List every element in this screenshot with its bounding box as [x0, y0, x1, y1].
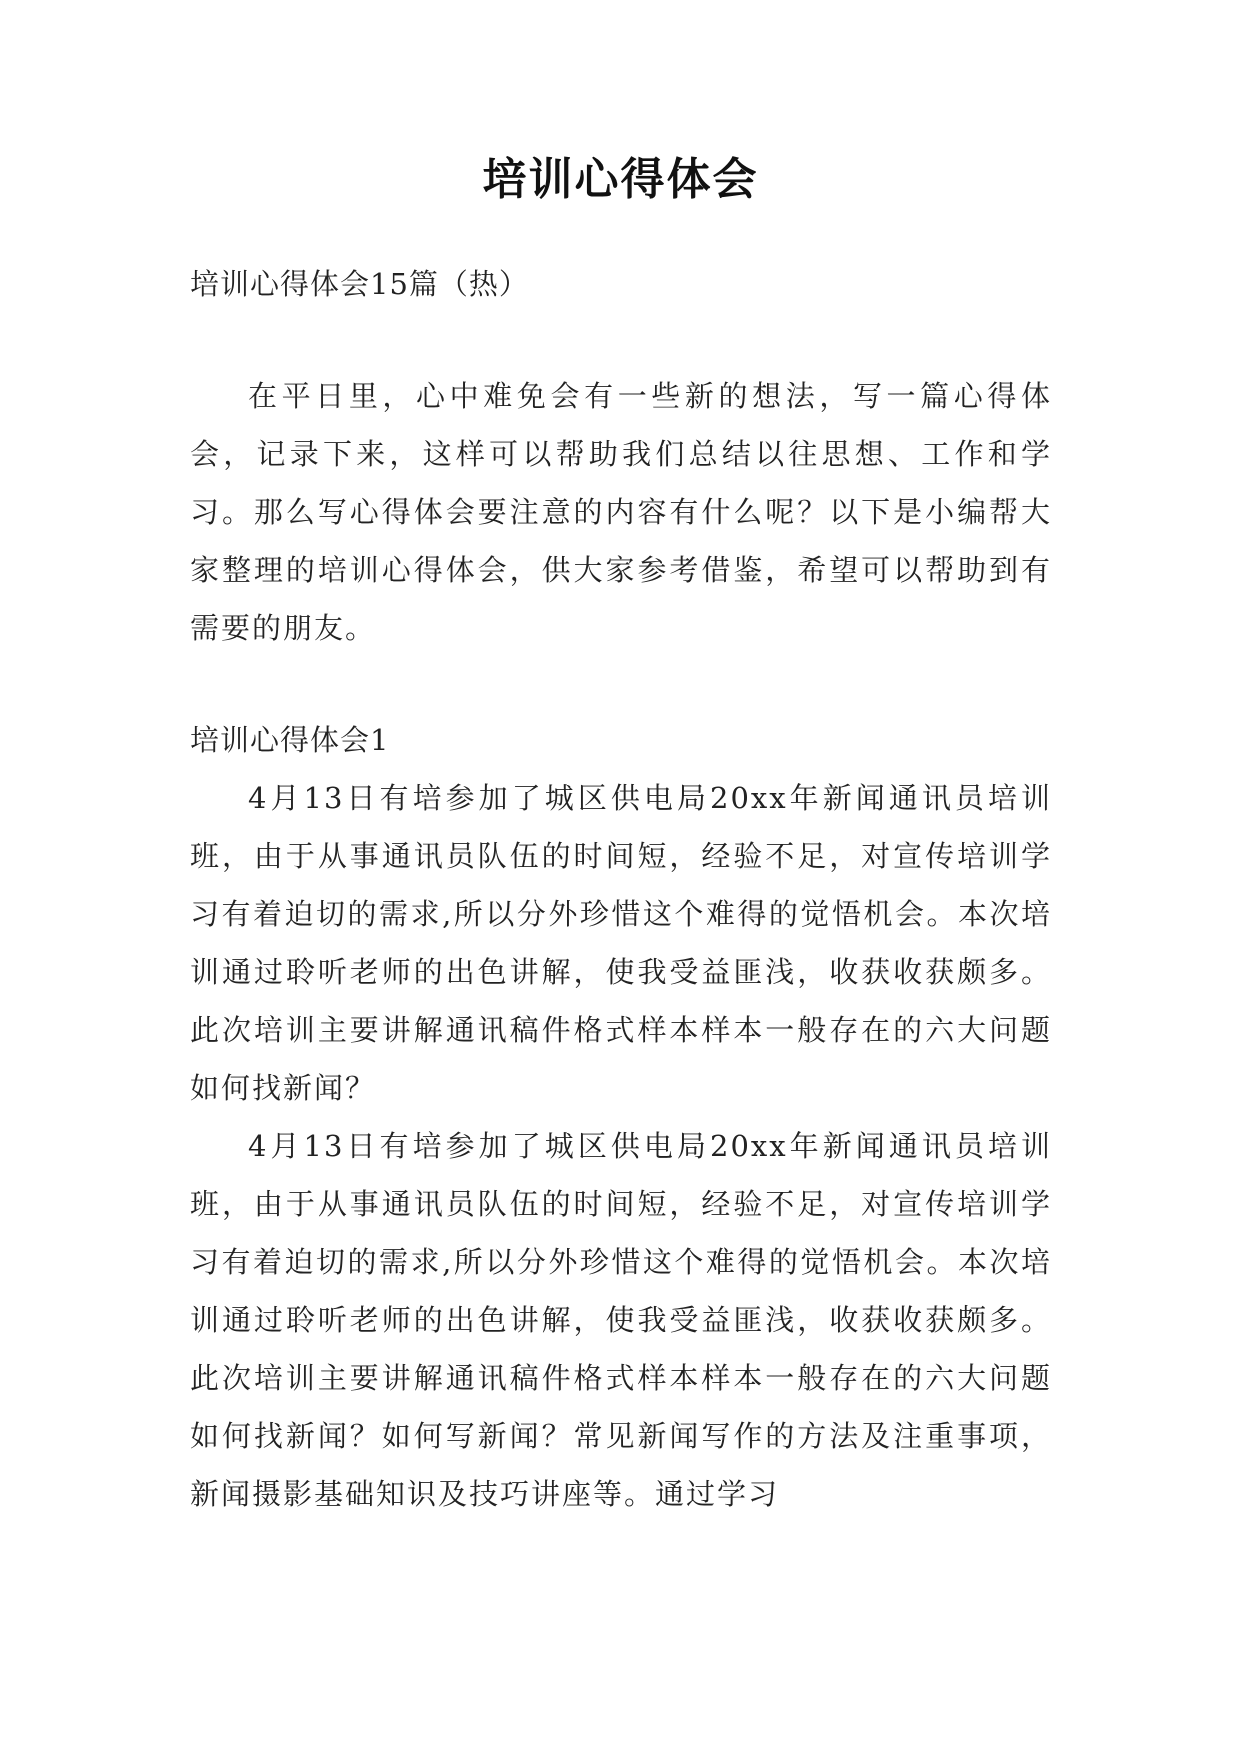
intro-paragraph: 在平日里，心中难免会有一些新的想法，写一篇心得体会，记录下来，这样可以帮助我们总结以往思想、工作和学习。那么写心得体会要注意的内容有什么呢？以下是小编帮大家整理的培训心得体会，供大家参考借鉴，希望可以帮助到有需要的朋友。 [190, 379, 1052, 645]
page-title: 培训心得体会 [482, 154, 759, 205]
body-paragraph: 4月13日有培参加了城区供电局20xx年新闻通讯员培训班，由于从事通讯员队伍的时间短，经验不足，对宣传培训学习有着迫切的需求,所以分外珍惜这个难得的觉悟机会。本次培训通过聆听老师的出色讲解，使我受益匪浅，收获收获颇多。此次培训主要讲解通讯稿件格式样本样本一般存在的六大问题如何找新闻？ [190, 781, 1052, 1105]
body-paragraph: 4月13日有培参加了城区供电局20xx年新闻通讯员培训班，由于从事通讯员队伍的时间短，经验不足，对宣传培训学习有着迫切的需求,所以分外珍惜这个难得的觉悟机会。本次培训通过聆听老师的出色讲解，使我受益匪浅，收获收获颇多。此次培训主要讲解通讯稿件格式样本样本一般存在的六大问题如何找新闻？如何写新闻？常见新闻写作的方法及注重事项，新闻摄影基础知识及技巧讲座等。通过学习 [190, 1129, 1052, 1511]
document-body [190, 255, 1052, 1523]
section-heading: 培训心得体会1 [190, 723, 390, 757]
document-subtitle: 培训心得体会15篇（热） [190, 267, 529, 301]
